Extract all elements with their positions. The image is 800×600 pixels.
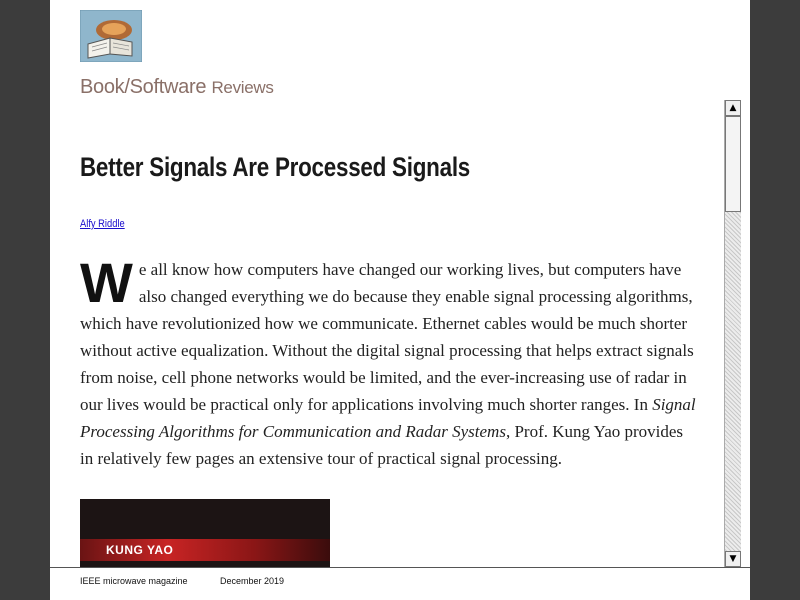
author-link[interactable]: Alfy Riddle — [80, 218, 125, 230]
section-heading-tail: Reviews — [211, 78, 274, 97]
book-title-italic: Signal Processing Algorithms for Communication and Radar Systems — [80, 395, 696, 441]
page-footer — [50, 567, 750, 600]
scroll-up-button[interactable]: ▲ — [725, 100, 741, 116]
article-title: Better Signals Are Processed Signals — [80, 152, 471, 182]
drop-cap: W — [80, 251, 133, 314]
body-text-part2: , Prof. Kung Yao provides in relatively few pages an extensive tour of practical signal processing. — [80, 422, 684, 468]
cover-author-name: KUNG YAO — [106, 543, 174, 557]
footer-publication: IEEE microwave magazine — [80, 576, 188, 586]
open-book-icon — [80, 10, 142, 62]
footer-date: December 2019 — [220, 576, 285, 586]
article-body — [80, 251, 700, 472]
book-cover-image — [80, 499, 330, 569]
scroll-thumb[interactable] — [725, 116, 741, 212]
document-page — [50, 0, 750, 600]
vertical-scrollbar[interactable] — [724, 100, 741, 567]
body-text-part1: e all know how computers have changed our working lives, but computers have also changed everything we do because they enable signal processing algorithms, which have revolutionized how we communicate. Ethernet cables would be much shorter without active equalization. Without the digital signal processing that helps extract signals from noise, cell phone networks would be limited, and the ever-increasing use of radar in our lives would be practical only for applications involving much shorter ranges. In — [80, 260, 694, 414]
section-heading — [80, 76, 274, 99]
section-heading-main: Book/Software — [80, 76, 207, 98]
scroll-down-button[interactable]: ▼ — [725, 551, 741, 567]
